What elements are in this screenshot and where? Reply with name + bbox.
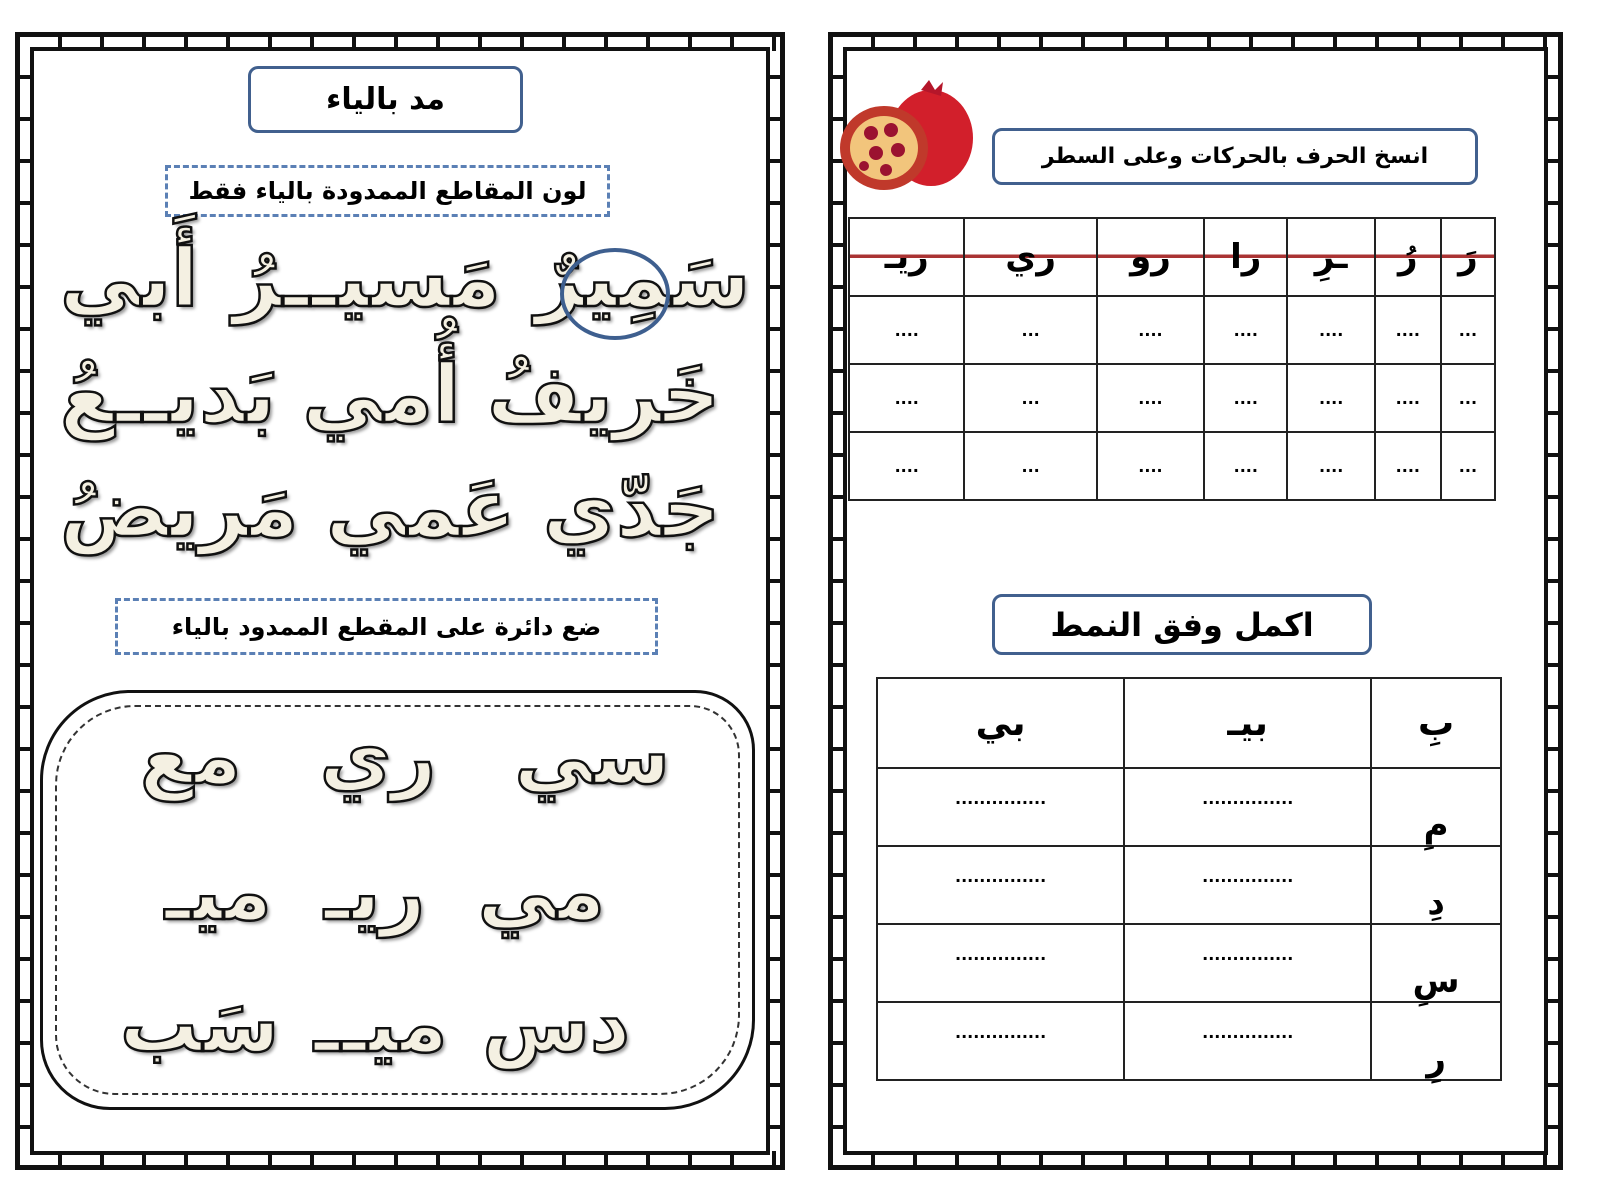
blank-cell[interactable]: ...............	[1124, 924, 1371, 1002]
left-page-title: مد بالياء	[248, 66, 523, 133]
table-row	[877, 768, 1501, 846]
blank-cell[interactable]: ...	[1441, 364, 1495, 432]
blank-cell[interactable]: ....	[1375, 296, 1441, 364]
blank-cell[interactable]: ...............	[1124, 1002, 1371, 1080]
blank-cell[interactable]: ....	[849, 364, 964, 432]
blank-cell[interactable]: ....	[1375, 432, 1441, 500]
blank-cell[interactable]: ...	[1441, 432, 1495, 500]
table-row	[849, 432, 1495, 500]
blank-cell[interactable]: ....	[1204, 296, 1287, 364]
table-row	[877, 924, 1501, 1002]
blank-cell[interactable]: ....	[849, 296, 964, 364]
letter-cell: دِ	[1371, 846, 1501, 924]
blank-cell[interactable]: ...	[964, 296, 1096, 364]
copy-letters-title: انسخ الحرف بالحركات وعلى السطر	[992, 128, 1478, 185]
blank-cell[interactable]: ....	[1097, 296, 1204, 364]
blank-cell[interactable]: ....	[1287, 432, 1374, 500]
syllable[interactable]: ميــ	[314, 980, 448, 1070]
letter-cell: رِ	[1371, 1002, 1501, 1080]
blank-cell[interactable]: ....	[849, 432, 964, 500]
blank-cell[interactable]: ...............	[877, 924, 1124, 1002]
blank-cell[interactable]: ...	[964, 432, 1096, 500]
blank-cell[interactable]: ....	[1287, 364, 1374, 432]
pattern-header: بي	[877, 678, 1124, 768]
blank-cell[interactable]: ....	[1375, 364, 1441, 432]
circle-marker	[560, 248, 670, 340]
letter-cell: را	[1204, 218, 1287, 296]
instruction-circle: ضع دائرة على المقطع الممدود بالياء	[115, 598, 658, 655]
blank-cell[interactable]: ....	[1204, 364, 1287, 432]
blank-cell[interactable]: ...............	[1124, 768, 1371, 846]
syllable[interactable]: ميـ	[165, 848, 272, 938]
blank-cell[interactable]: ....	[1097, 364, 1204, 432]
letter-cell: سِ	[1371, 924, 1501, 1002]
blank-cell[interactable]: ...............	[1124, 846, 1371, 924]
table-header-row	[877, 678, 1501, 768]
letter-cell: ري	[964, 218, 1096, 296]
blank-cell[interactable]: ...............	[877, 1002, 1124, 1080]
letter-cell: رَ	[1441, 218, 1495, 296]
pomegranate-image	[836, 78, 976, 193]
table-header-row	[849, 218, 1495, 296]
syllable[interactable]: ري	[319, 712, 437, 802]
letter-cell: رُ	[1375, 218, 1441, 296]
pattern-table	[876, 677, 1502, 1081]
blank-cell[interactable]: ....	[1204, 432, 1287, 500]
word[interactable]: جَدّي	[542, 462, 720, 555]
copy-letters-table	[848, 217, 1496, 501]
word[interactable]: مَسيــرُ	[232, 232, 501, 325]
syllable-row	[165, 848, 605, 938]
blank-cell[interactable]: ....	[1097, 432, 1204, 500]
word[interactable]: سَمِيرٌ	[535, 232, 750, 325]
pattern-title: اكمل وفق النمط	[992, 594, 1372, 655]
word[interactable]: أُمي	[302, 348, 461, 441]
blank-cell[interactable]: ...............	[877, 846, 1124, 924]
pattern-header: بِ	[1371, 678, 1501, 768]
word[interactable]: خَريفُ	[487, 348, 720, 441]
syllable[interactable]: دس	[482, 980, 630, 1070]
syllable-row	[140, 712, 670, 802]
syllable[interactable]: ريـ	[324, 848, 426, 938]
blank-cell[interactable]: ....	[1287, 296, 1374, 364]
table-row	[849, 296, 1495, 364]
word-row	[60, 462, 720, 555]
letter-cell: رو	[1097, 218, 1204, 296]
syllable[interactable]: سي	[514, 712, 670, 802]
word-row	[60, 348, 720, 441]
word[interactable]: مَريضُ	[60, 462, 299, 555]
syllable[interactable]: سَب	[120, 980, 280, 1070]
table-row	[877, 1002, 1501, 1080]
syllable-row	[120, 980, 630, 1070]
word[interactable]: أَبي	[60, 232, 199, 325]
blank-cell[interactable]: ...	[1441, 296, 1495, 364]
syllable[interactable]: مي	[477, 848, 605, 938]
blank-cell[interactable]: ...............	[877, 768, 1124, 846]
instruction-color: لون المقاطع الممدودة بالياء فقط	[165, 165, 610, 217]
letter-cell: ـرِ	[1287, 218, 1374, 296]
table-row	[849, 364, 1495, 432]
letter-cell: ريـ	[849, 218, 964, 296]
word[interactable]: عَمي	[326, 462, 516, 555]
word[interactable]: بَديــعُ	[60, 348, 276, 441]
syllable[interactable]: مع	[140, 712, 242, 802]
blank-cell[interactable]: ...	[964, 364, 1096, 432]
pattern-header: بيـ	[1124, 678, 1371, 768]
table-row	[877, 846, 1501, 924]
letter-cell: مِ	[1371, 768, 1501, 846]
